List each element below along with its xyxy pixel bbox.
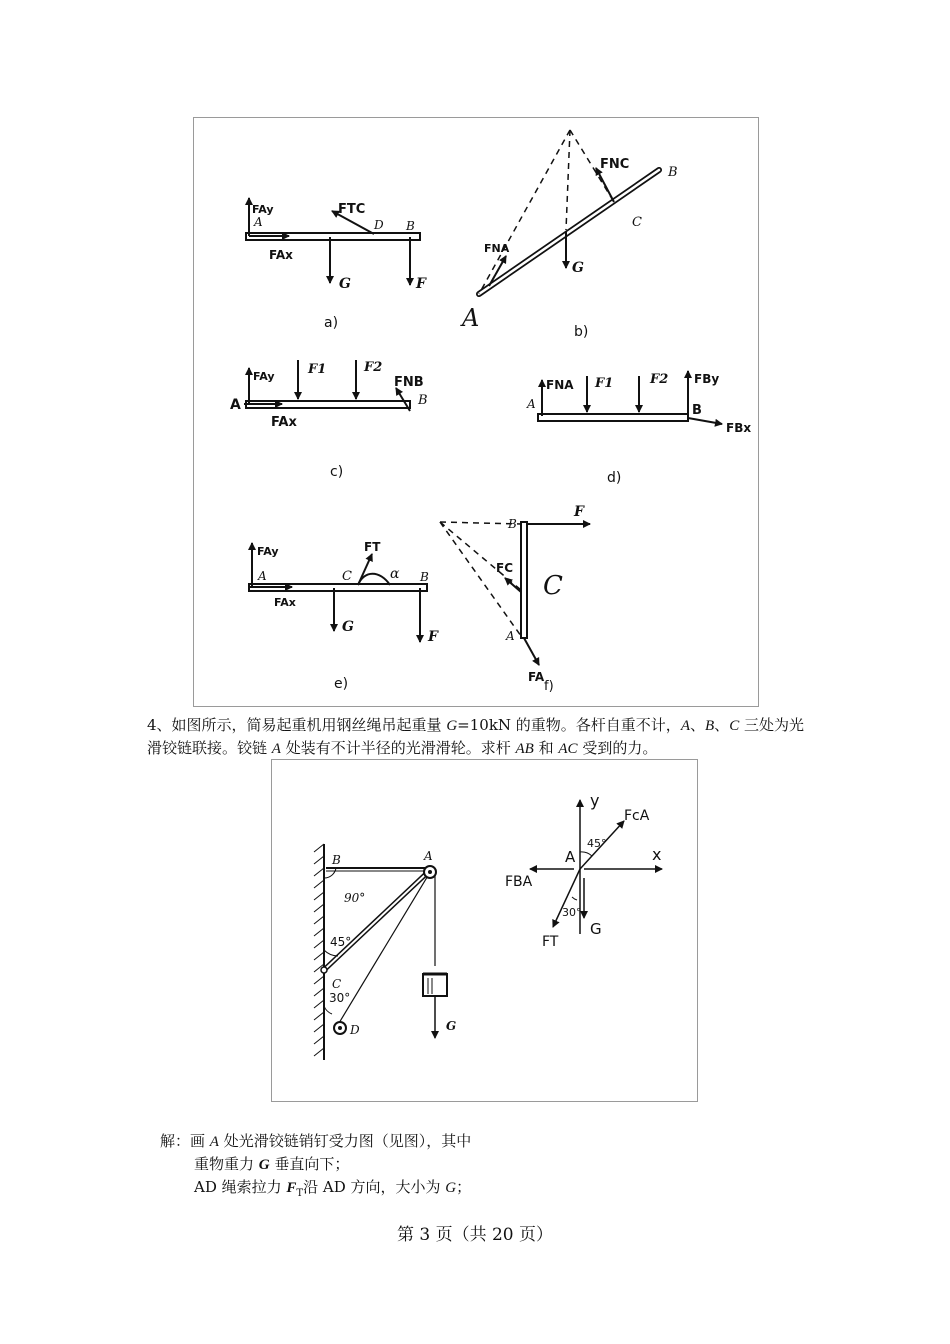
label-f: F	[428, 629, 438, 645]
beam-d	[538, 414, 688, 421]
label-fbx: FBx	[726, 421, 752, 435]
solution	[160, 1130, 471, 1205]
force-diagram-a	[505, 791, 662, 950]
label-ft: FT	[364, 540, 381, 554]
label-a: A	[527, 397, 536, 411]
label-b: B	[692, 403, 702, 418]
diagram-e	[249, 540, 439, 692]
label-d: D	[350, 1023, 360, 1037]
label-a: A	[230, 397, 241, 413]
solution-line-2: 重物重力 G 垂直向下；	[194, 1155, 350, 1173]
label-fna: FNA	[546, 378, 574, 392]
label-fay: FAy	[252, 203, 274, 216]
diagram-d	[526, 371, 751, 486]
label-fax: FAx	[274, 596, 296, 609]
label-g: G	[342, 619, 354, 635]
label-fay: FAy	[253, 370, 275, 383]
diagram-a	[246, 198, 427, 331]
label-f: F	[416, 276, 426, 292]
label-d: D	[374, 218, 384, 232]
solution-line-3: AD 绳索拉力 $F_T$沿 AD 方向，大小为 G；	[194, 1178, 472, 1199]
label-fba: FBA	[505, 874, 533, 890]
label-fax: FAx	[269, 248, 293, 262]
label-f2: F2	[650, 372, 669, 387]
label-g: G	[339, 276, 351, 292]
label-alpha: α	[390, 566, 400, 582]
label-f: F	[574, 504, 584, 520]
label-fna: FNA	[484, 242, 510, 255]
label-c: C	[543, 571, 563, 601]
label-af: A	[565, 848, 576, 866]
caption-f: f)	[544, 679, 554, 694]
figure-free-body-diagrams	[193, 117, 759, 707]
caption-a: a)	[324, 315, 339, 331]
label-a: A	[506, 629, 515, 643]
diagram-f	[440, 504, 590, 694]
crane-canvas	[272, 760, 697, 1101]
label-b: B	[668, 165, 678, 180]
label-a: A	[258, 569, 267, 583]
label-f1: F1	[308, 362, 327, 377]
caption-e: e)	[334, 676, 349, 692]
fbd-canvas	[194, 118, 758, 706]
label-b: B	[406, 219, 415, 233]
figure-crane	[271, 759, 698, 1102]
solution-line-1: 解：画 A 处光滑铰链销钉受力图（见图），其中	[160, 1132, 472, 1150]
label-f2: F2	[364, 360, 383, 375]
label-fnc: FNC	[600, 157, 630, 172]
label-a30: 30°	[562, 906, 582, 919]
label-c: C	[332, 977, 342, 991]
label-90: 90°	[344, 891, 366, 905]
label-b: B	[508, 517, 517, 531]
label-g: G	[446, 1019, 457, 1033]
label-ftc: FTC	[338, 202, 366, 217]
label-ft: FT	[542, 934, 559, 950]
label-fay: FAy	[257, 545, 279, 558]
label-45: 45°	[330, 935, 352, 949]
label-a: A	[462, 304, 480, 332]
label-f1: F1	[595, 376, 614, 391]
hinge-c	[321, 967, 327, 973]
label-b: B	[332, 853, 341, 867]
label-fca: FcA	[624, 808, 650, 824]
label-a45: 45°	[587, 837, 607, 850]
label-b: B	[418, 393, 428, 408]
weight-block	[423, 974, 447, 996]
label-a: A	[424, 849, 433, 863]
crane-structure	[314, 844, 456, 1060]
label-fc: FC	[496, 561, 514, 575]
page-footer: 第 3 页（共 20 页）	[396, 1225, 554, 1245]
diagram-b	[460, 130, 678, 340]
caption-c: c)	[330, 464, 344, 480]
caption-d: d)	[607, 470, 622, 486]
label-g: G	[572, 260, 584, 276]
label-y: y	[590, 791, 600, 810]
label-fnb: FNB	[394, 375, 424, 390]
rod-f	[521, 522, 527, 638]
label-gf: G	[590, 920, 602, 938]
label-a: A	[254, 215, 263, 229]
diagram-c	[230, 360, 428, 480]
label-x: x	[652, 845, 662, 864]
label-c: C	[342, 569, 352, 584]
problem-statement: 4、如图所示，简易起重机用钢丝绳吊起重量 G=10kN 的重物。各杆自重不计，A、B、C 三处为光滑铰链联接。铰链 A 处装有不计半径的光滑滑轮。求杆 AB 和 AC 受到的力。	[147, 716, 804, 757]
label-30: 30°	[329, 991, 351, 1005]
label-fby: FBy	[694, 372, 720, 386]
label-fa: FA	[528, 670, 545, 684]
label-fax: FAx	[271, 415, 297, 430]
caption-b: b)	[574, 324, 589, 340]
label-b: B	[420, 570, 429, 584]
label-c: C	[632, 215, 642, 230]
